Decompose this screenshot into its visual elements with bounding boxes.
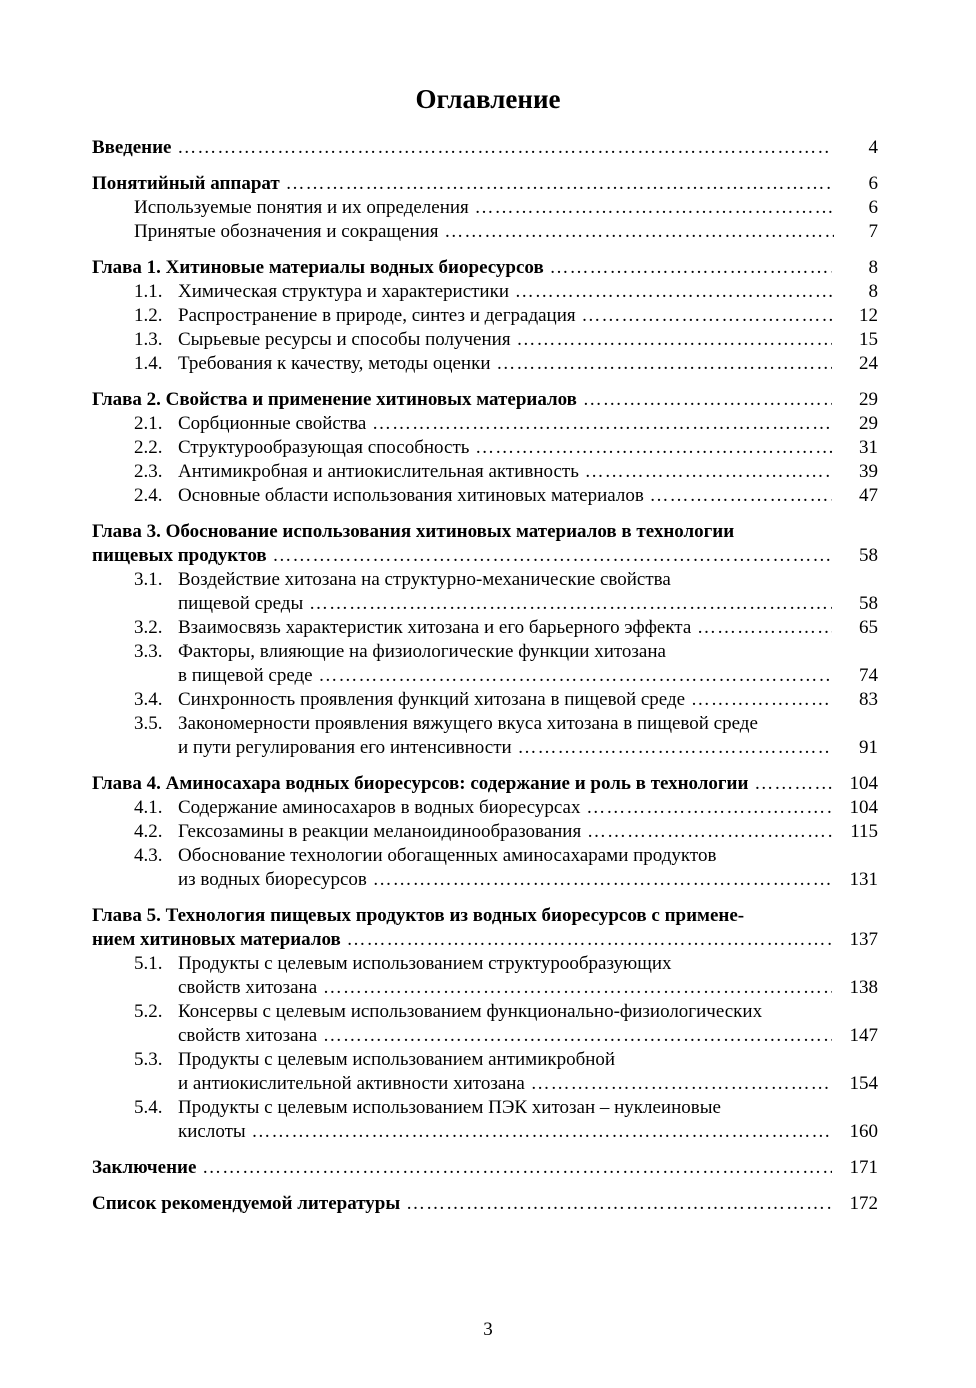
toc-entry-number: 2.4. bbox=[134, 485, 163, 506]
toc-entry-number: 1.1. bbox=[134, 281, 163, 302]
toc-entry[interactable] bbox=[92, 256, 882, 280]
toc-entry[interactable] bbox=[92, 328, 882, 352]
toc-entry[interactable] bbox=[92, 388, 882, 412]
toc-entry-page: 24 bbox=[834, 352, 878, 376]
toc-entry-page: 172 bbox=[834, 1192, 878, 1216]
toc-entry[interactable] bbox=[92, 460, 882, 484]
toc-entry-title: из водных биоресурсов ……………………………………………………………………………………………………………………………………………………………………………………………………… bbox=[92, 868, 832, 892]
toc-entry[interactable] bbox=[92, 280, 882, 304]
toc-entry-number: 4.2. bbox=[134, 821, 163, 842]
toc-entry-number: 5.4. bbox=[134, 1097, 163, 1118]
toc-entry-title: кислоты ……………………………………………………………………………………………………………………………………………………………………………………………………… bbox=[92, 1120, 832, 1144]
toc-entry-page: 65 bbox=[834, 616, 878, 640]
toc-entry-page: 154 bbox=[834, 1072, 878, 1096]
toc-entry-title: и антиокислительной активности хитозана ……………………………………………………………………………………………………………………………………………………………………………………………………… bbox=[92, 1072, 832, 1096]
toc-entry[interactable] bbox=[92, 436, 882, 460]
page-title: Оглавление bbox=[415, 84, 561, 114]
toc-entry-title: Используемые понятия и их определения ……………………………………………………………………………………………………………………………………………………………………………………………………… bbox=[92, 196, 874, 220]
toc-entry-title: Принятые обозначения и сокращения ……………………………………………………………………………………………………………………………………………………………………………………………………… bbox=[92, 220, 874, 244]
toc-entry-title: Понятийный аппарат ……………………………………………………………………………………………………………………………………………………………………………………………………… bbox=[92, 172, 832, 196]
toc-entry[interactable] bbox=[92, 1096, 882, 1120]
toc-entry-page: 31 bbox=[834, 436, 878, 460]
toc-entry[interactable] bbox=[92, 616, 882, 640]
toc-entry-page: 6 bbox=[834, 172, 878, 196]
toc-entry[interactable] bbox=[92, 352, 882, 376]
toc-entry-title: Факторы, влияющие на физиологические функции хитозана bbox=[178, 641, 666, 662]
toc-entry-page: 15 bbox=[834, 328, 878, 352]
toc-entry[interactable] bbox=[92, 736, 882, 760]
toc-entry-title: Обоснование технологии обогащенных аминосахарами продуктов bbox=[178, 845, 717, 866]
toc-entry-page: 12 bbox=[834, 304, 878, 328]
toc-entry-number: 5.3. bbox=[134, 1049, 163, 1070]
toc-entry[interactable] bbox=[92, 796, 882, 820]
toc-entry[interactable] bbox=[92, 544, 882, 568]
toc-entry[interactable] bbox=[92, 520, 882, 544]
toc-entry[interactable] bbox=[92, 928, 882, 952]
toc-entry-page: 131 bbox=[834, 868, 878, 892]
toc-entry-number: 2.1. bbox=[134, 413, 163, 434]
toc-entry-title: пищевой среды ……………………………………………………………………………………………………………………………………………………………………………………………………… bbox=[92, 592, 832, 616]
toc-entry[interactable] bbox=[92, 772, 882, 796]
toc-entry-page: 91 bbox=[834, 736, 878, 760]
toc-entry-title: Воздействие хитозана на структурно-механические свойства bbox=[178, 569, 671, 590]
toc-entry-title: свойств хитозана ……………………………………………………………………………………………………………………………………………………………………………………………………… bbox=[92, 1024, 832, 1048]
toc-entry[interactable] bbox=[92, 664, 882, 688]
toc-entry[interactable] bbox=[92, 844, 882, 868]
toc-entry[interactable] bbox=[92, 1048, 882, 1072]
toc-entry-title: Структурообразующая способность ……………………………………………………………………………………………………………………………………………………………………………………………………… bbox=[92, 436, 832, 460]
table-of-contents bbox=[92, 136, 882, 1216]
toc-entry-title: и пути регулирования его интенсивности ……………………………………………………………………………………………………………………………………………………………………………………………………… bbox=[92, 736, 832, 760]
toc-entry-number: 2.2. bbox=[134, 437, 163, 458]
toc-entry-page: 8 bbox=[834, 280, 878, 304]
toc-entry-page: 29 bbox=[834, 412, 878, 436]
toc-entry[interactable] bbox=[92, 220, 882, 244]
toc-entry-title: Гексозамины в реакции меланоидинообразования ……………………………………………………………………………………………………………………………………………………………………………………………………… bbox=[92, 820, 832, 844]
toc-entry-number: 3.3. bbox=[134, 641, 163, 662]
toc-entry-title: Сорбционные свойства ……………………………………………………………………………………………………………………………………………………………………………………………………… bbox=[92, 412, 832, 436]
toc-entry-title: Синхронность проявления функций хитозана в пищевой среде ……………………………………………………………………………………………………………………………………………………………………………………………………… bbox=[92, 688, 832, 712]
toc-entry-title: Основные области использования хитиновых материалов ……………………………………………………………………………………………………………………………………………………………………………………………………… bbox=[92, 484, 832, 508]
toc-entry[interactable] bbox=[92, 1000, 882, 1024]
toc-entry-title: Глава 2. Свойства и применение хитиновых материалов ……………………………………………………………………………………………………………………………………………………………………………………………………… bbox=[92, 388, 832, 412]
toc-entry-page: 47 bbox=[834, 484, 878, 508]
toc-entry-page: 137 bbox=[834, 928, 878, 952]
toc-entry-page: 7 bbox=[834, 220, 878, 244]
toc-entry-title: в пищевой среде ……………………………………………………………………………………………………………………………………………………………………………………………………… bbox=[92, 664, 832, 688]
toc-entry-page: 160 bbox=[834, 1120, 878, 1144]
toc-entry-title: Введение ……………………………………………………………………………………………………………………………………………………………………………………………………… bbox=[92, 136, 832, 160]
toc-entry-page: 8 bbox=[834, 256, 878, 280]
toc-entry[interactable] bbox=[92, 172, 882, 196]
toc-entry[interactable] bbox=[92, 904, 882, 928]
toc-entry[interactable] bbox=[92, 568, 882, 592]
toc-entry[interactable] bbox=[92, 136, 882, 160]
toc-entry[interactable] bbox=[92, 1156, 882, 1180]
toc-entry-title: свойств хитозана ……………………………………………………………………………………………………………………………………………………………………………………………………… bbox=[92, 976, 832, 1000]
toc-entry-number: 2.3. bbox=[134, 461, 163, 482]
toc-entry-page: 39 bbox=[834, 460, 878, 484]
toc-entry-title: Взаимосвязь характеристик хитозана и его барьерного эффекта ……………………………………………………………………………………………………………………………………………………………………………………………………… bbox=[92, 616, 832, 640]
toc-entry[interactable] bbox=[92, 688, 882, 712]
toc-entry-title: Продукты с целевым использованием структурообразующих bbox=[178, 953, 672, 974]
toc-entry-number: 5.1. bbox=[134, 953, 163, 974]
toc-entry-title: Антимикробная и антиокислительная активность ……………………………………………………………………………………………………………………………………………………………………………………………………… bbox=[92, 460, 832, 484]
toc-entry-number: 1.2. bbox=[134, 305, 163, 326]
toc-entry[interactable] bbox=[92, 1192, 882, 1216]
toc-entry[interactable] bbox=[92, 976, 882, 1000]
toc-entry-page: 171 bbox=[834, 1156, 878, 1180]
toc-entry-page: 147 bbox=[834, 1024, 878, 1048]
toc-entry[interactable] bbox=[92, 484, 882, 508]
toc-entry-title: Продукты с целевым использованием ПЭК хитозан – нуклеиновые bbox=[178, 1097, 721, 1118]
toc-entry-title: Закономерности проявления вяжущего вкуса хитозана в пищевой среде bbox=[178, 713, 758, 734]
toc-entry-page: 58 bbox=[834, 544, 878, 568]
toc-entry-title: Консервы с целевым использованием функционально-физиологических bbox=[178, 1001, 763, 1022]
toc-entry-number: 4.1. bbox=[134, 797, 163, 818]
page-number: 3 bbox=[483, 1319, 493, 1340]
toc-entry-number: 4.3. bbox=[134, 845, 163, 866]
toc-entry-title: нием хитиновых материалов ……………………………………………………………………………………………………………………………………………………………………………………………………… bbox=[92, 928, 832, 952]
toc-entry-page: 6 bbox=[834, 196, 878, 220]
toc-entry-title: Химическая структура и характеристики ……………………………………………………………………………………………………………………………………………………………………………………………………… bbox=[92, 280, 832, 304]
toc-entry-page: 104 bbox=[834, 796, 878, 820]
toc-entry[interactable] bbox=[92, 712, 882, 736]
toc-entry-title: пищевых продуктов ……………………………………………………………………………………………………………………………………………………………………………………………………… bbox=[92, 544, 832, 568]
toc-entry-title: Содержание аминосахаров в водных биоресурсах ……………………………………………………………………………………………………………………………………………………………………………………………………… bbox=[92, 796, 832, 820]
toc-entry-page: 104 bbox=[834, 772, 878, 796]
toc-entry-page: 58 bbox=[834, 592, 878, 616]
toc-entry[interactable] bbox=[92, 640, 882, 664]
toc-entry-number: 3.5. bbox=[134, 713, 163, 734]
toc-entry[interactable] bbox=[92, 1072, 882, 1096]
toc-entry-title: Распространение в природе, синтез и деградация ……………………………………………………………………………………………………………………………………………………………………………………………………… bbox=[92, 304, 832, 328]
toc-entry-number: 5.2. bbox=[134, 1001, 163, 1022]
toc-entry-page: 74 bbox=[834, 664, 878, 688]
toc-entry[interactable] bbox=[92, 412, 882, 436]
toc-entry-page: 138 bbox=[834, 976, 878, 1000]
toc-entry-title: Глава 3. Обоснование использования хитиновых материалов в технологии bbox=[92, 521, 735, 542]
toc-entry[interactable] bbox=[92, 1024, 882, 1048]
toc-entry-number: 1.4. bbox=[134, 353, 163, 374]
toc-entry-number: 3.1. bbox=[134, 569, 163, 590]
toc-entry-title: Требования к качеству, методы оценки ……………………………………………………………………………………………………………………………………………………………………………………………………… bbox=[92, 352, 832, 376]
toc-entry-page: 83 bbox=[834, 688, 878, 712]
toc-entry[interactable] bbox=[92, 304, 882, 328]
toc-entry[interactable] bbox=[92, 1120, 882, 1144]
toc-entry-number: 3.2. bbox=[134, 617, 163, 638]
toc-entry[interactable] bbox=[92, 868, 882, 892]
toc-entry-title: Глава 4. Аминосахара водных биоресурсов: содержание и роль в технологии ……………………………………………………………………………………………………………………………………………………………………………………………………… bbox=[92, 772, 832, 796]
toc-entry-title: Глава 1. Хитиновые материалы водных биоресурсов ……………………………………………………………………………………………………………………………………………………………………………………………………… bbox=[92, 256, 832, 280]
toc-entry-title: Сырьевые ресурсы и способы получения ……………………………………………………………………………………………………………………………………………………………………………………………………… bbox=[92, 328, 832, 352]
toc-entry[interactable] bbox=[92, 820, 882, 844]
toc-entry[interactable] bbox=[92, 196, 882, 220]
toc-entry-page: 29 bbox=[834, 388, 878, 412]
toc-entry-title: Глава 5. Технология пищевых продуктов из водных биоресурсов с примене- bbox=[92, 905, 745, 926]
toc-entry-number: 1.3. bbox=[134, 329, 163, 350]
toc-entry-title: Список рекомендуемой литературы ……………………………………………………………………………………………………………………………………………………………………………………………………… bbox=[92, 1192, 832, 1216]
toc-entry-page: 115 bbox=[834, 820, 878, 844]
toc-entry-title: Заключение ……………………………………………………………………………………………………………………………………………………………………………………………………… bbox=[92, 1156, 832, 1180]
toc-entry-number: 3.4. bbox=[134, 689, 163, 710]
toc-entry[interactable] bbox=[92, 952, 882, 976]
toc-entry-title: Продукты с целевым использованием антимикробной bbox=[178, 1049, 616, 1070]
toc-entry-page: 4 bbox=[834, 136, 878, 160]
toc-entry[interactable] bbox=[92, 592, 882, 616]
